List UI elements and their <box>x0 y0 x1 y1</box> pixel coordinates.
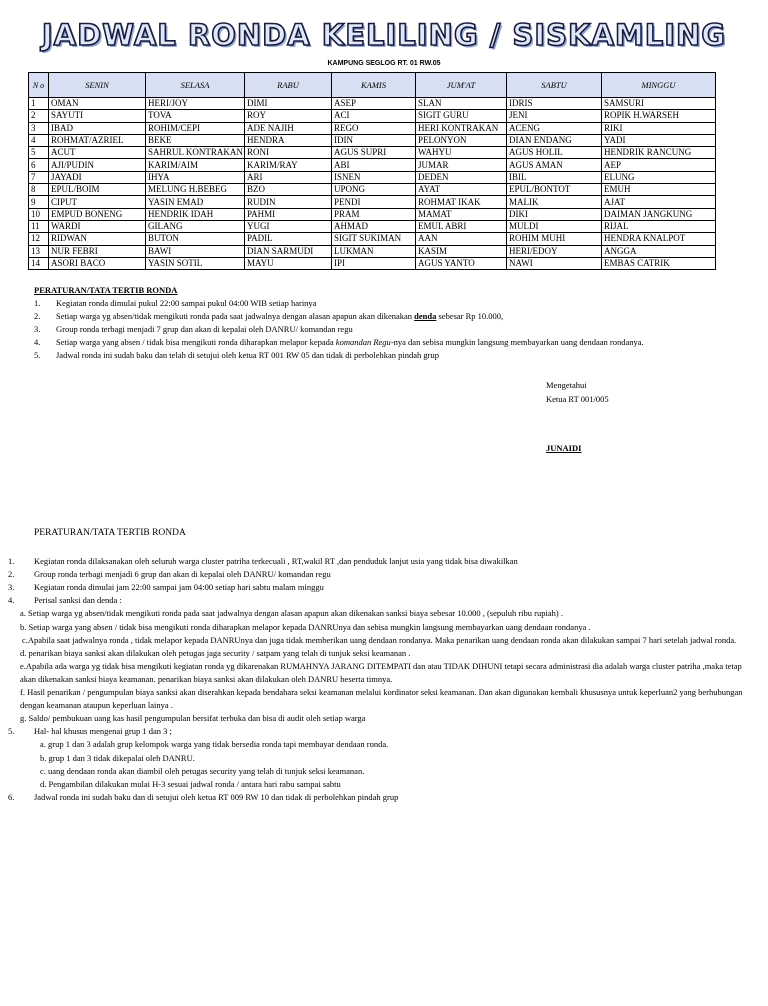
rule-item <box>0 581 750 594</box>
name-cell: HENDRA <box>245 134 332 146</box>
row-number-cell: 10 <box>29 208 49 220</box>
name-cell: BEKE <box>146 134 245 146</box>
name-cell: ARI <box>245 171 332 183</box>
table-row <box>29 122 716 134</box>
rule-number: 4. <box>34 337 41 348</box>
signature-name: JUNAIDI <box>546 443 582 453</box>
row-number-cell: 12 <box>29 233 49 245</box>
row-number-cell: 1 <box>29 98 49 110</box>
name-cell: ISNEN <box>332 171 416 183</box>
row-number-cell: 14 <box>29 257 49 269</box>
column-header: RABU <box>245 73 332 98</box>
page-subtitle: KAMPUNG SEGLOG RT. 01 RW.05 <box>327 60 441 67</box>
rule-text: c.Apabila saat jadwalnya ronda , tidak melapor kepada DANRUnya dan juga tidak memberikan uang dendaan rondanya. Maka penarikan uang dendaan ronda akan dilakukan sampai 7 hari setelah jadwal ronda. <box>22 634 737 645</box>
name-cell: EPUL/BOIM <box>49 184 146 196</box>
rule-text-part: -nya dan sebisa mungkin langsung membayarkan uang dendaan rondanya. <box>390 337 644 348</box>
rule-text: b. grup 1 dan 3 tidak dikepalai oleh DANRU. <box>40 752 195 763</box>
table-body <box>29 98 716 270</box>
name-cell: ACUT <box>49 147 146 159</box>
rule-item <box>0 594 750 607</box>
name-cell: MULDI <box>507 220 602 232</box>
rule-number: 3. <box>34 324 41 335</box>
rule-item <box>0 686 750 712</box>
name-cell: HERI/EDOY <box>507 245 602 257</box>
name-cell: HENDRA KNALPOT <box>602 233 716 245</box>
column-header: SELASA <box>146 73 245 98</box>
rule-text: e.Apabila ada warga yg tidak bisa mengikuti kegiatan ronda yg dikarenakan RUMAHNYA JARANG DITEMPATI dan atau TIDAK DIHUNI tetapi secara administrasi dia adalah warga cluster patriha ,maka tetap akan dikenakan sanksi biaya keamanan. penarikan biaya sanksi akan dilakukan oleh DANRU beserta timnya. <box>20 660 742 684</box>
rule-text: Perisal sanksi dan denda : <box>34 595 122 606</box>
signature-known: Mengetahui <box>546 380 587 390</box>
name-cell: SAYUTI <box>49 110 146 122</box>
rule-text: Jadwal ronda ini sudah baku dan telah di setujui oleh ketua RT 001 RW 05 dan tidak di perbolehkan pindah grup <box>56 350 440 361</box>
name-cell: EMUH <box>602 184 716 196</box>
name-cell: MAYU <box>245 257 332 269</box>
row-number-cell: 6 <box>29 159 49 171</box>
name-cell: UPONG <box>332 184 416 196</box>
name-cell: ANGGA <box>602 245 716 257</box>
name-cell: SAHRUL KONTRAKAN <box>146 147 245 159</box>
name-cell: PAHMI <box>245 208 332 220</box>
rules-section-2 <box>0 527 750 804</box>
name-cell: IBIL <box>507 171 602 183</box>
name-cell: EMUL ABRI <box>416 220 507 232</box>
name-cell: LUKMAN <box>332 245 416 257</box>
rule-text: Hal- hal khusus mengenai grup 1 dan 3 ; <box>34 726 172 737</box>
name-cell: YUGI <box>245 220 332 232</box>
rule-text: d. Pengambilan dilakukan mulai H-3 sesuai jadwal ronda / antara hari rabu sampai sabtu <box>40 778 341 789</box>
name-cell: DIAN ENDANG <box>507 134 602 146</box>
rule-text-part: sebesar Rp 10.000, <box>436 311 504 322</box>
table-row <box>29 208 716 220</box>
row-number-cell: 3 <box>29 122 49 134</box>
name-cell: WAHYU <box>416 147 507 159</box>
rule-text-part: Setiap warga yg absen/tidak mengikuti ronda pada saat jadwalnya dengan alasan apapun akan dikenakan <box>56 311 415 322</box>
table-row <box>29 257 716 269</box>
name-cell: DEDEN <box>416 171 507 183</box>
rule-number: 6. <box>8 791 15 802</box>
name-cell: IHYA <box>146 171 245 183</box>
page-title: JADWAL RONDA KELILING / SISKAMLING <box>41 18 727 52</box>
name-cell: PRAM <box>332 208 416 220</box>
name-cell: TOVA <box>146 110 245 122</box>
name-cell: RUDIN <box>245 196 332 208</box>
name-cell: ROY <box>245 110 332 122</box>
table-row <box>29 134 716 146</box>
rules-heading-2: PERATURAN/TATA TERTIB RONDA <box>34 528 186 538</box>
name-cell: PADIL <box>245 233 332 245</box>
rule-item <box>0 660 750 686</box>
name-cell: KASIM <box>416 245 507 257</box>
name-cell: RIJAL <box>602 220 716 232</box>
column-header: JUM'AT <box>416 73 507 98</box>
name-cell: RIKI <box>602 122 716 134</box>
rule-item <box>0 752 750 765</box>
rule-text: Kegiatan ronda dimulai pukul 22:00 sampai pukul 04:00 WIB setiap harinya <box>56 298 317 309</box>
name-cell: AGUS SUPRI <box>332 147 416 159</box>
column-header: N o <box>29 73 49 98</box>
rule-item <box>0 621 750 634</box>
name-cell: BAWI <box>146 245 245 257</box>
rule-text: a. Setiap warga yg absen/tidak mengikuti ronda pada saat jadwalnya dengan alasan apapun akan dikenakan sanksi biaya sebesar 10.000 , (sepuluh ribu rupiah) . <box>20 608 563 619</box>
name-cell: AGUS YANTO <box>416 257 507 269</box>
name-cell: MELUNG H.BEBEG <box>146 184 245 196</box>
name-cell: SIGIT GURU <box>416 110 507 122</box>
name-cell: IPI <box>332 257 416 269</box>
rule-item <box>30 297 750 310</box>
table-row <box>29 245 716 257</box>
rule-text-part: Setiap warga yang absen / tidak bisa mengikuti ronda diharapkan melapor kepada <box>56 337 336 348</box>
rule-italic: komandan Regu <box>335 337 391 348</box>
rule-text: g. Saldo/ pembukuan uang kas hasil pengumpulan bersifat terbuka dan bisa di audit oleh setiap warga <box>20 713 366 724</box>
rule-item <box>0 765 750 778</box>
rule-text: Kegiatan ronda dilaksanakan oleh seluruh warga cluster patriha terkecuali , RT,wakil RT ,dan penduduk lanjut usia yang tidak bisa diwakilkan <box>34 556 518 567</box>
rule-text: a. grup 1 dan 3 adalah grup kelompok warga yang tidak bersedia ronda tapi membayar dendaan ronda. <box>40 739 389 750</box>
name-cell: SIGIT SUKIMAN <box>332 233 416 245</box>
name-cell: RIDWAN <box>49 233 146 245</box>
rules-heading: PERATURAN/TATA TERTIB RONDA <box>34 285 178 295</box>
rule-item <box>0 712 750 725</box>
table-row <box>29 184 716 196</box>
name-cell: AJAT <box>602 196 716 208</box>
rule-number: 2. <box>8 569 15 580</box>
name-cell: GILANG <box>146 220 245 232</box>
name-cell: NAWI <box>507 257 602 269</box>
name-cell: WARDI <box>49 220 146 232</box>
table-header-row <box>29 73 716 98</box>
rule-item <box>0 568 750 581</box>
rule-number: 5. <box>34 350 41 361</box>
name-cell: AJI/PUDIN <box>49 159 146 171</box>
rules-list-2 <box>0 555 750 804</box>
rule-text: Group ronda terbagi menjadi 7 grup dan akan di kepalai oleh DANRU/ komandan regu <box>56 324 353 335</box>
rule-text: b. Setiap warga yang absen / tidak bisa mengikuti ronda diharapkan melapor kepada DANRUnya dan sebisa mungkin langsung membayarkan uang dendaan rondanya . <box>20 621 591 632</box>
rule-item <box>0 647 750 660</box>
name-cell: AHMAD <box>332 220 416 232</box>
rule-number: 3. <box>8 582 15 593</box>
name-cell: PELONYON <box>416 134 507 146</box>
row-number-cell: 7 <box>29 171 49 183</box>
name-cell: ROPIK H.WARSEH <box>602 110 716 122</box>
name-cell: ROHMAT/AZRIEL <box>49 134 146 146</box>
column-header: MINGGU <box>602 73 716 98</box>
name-cell: AYAT <box>416 184 507 196</box>
name-cell: ABI <box>332 159 416 171</box>
name-cell: OMAN <box>49 98 146 110</box>
name-cell: HERI KONTRAKAN <box>416 122 507 134</box>
name-cell: ACENG <box>507 122 602 134</box>
rules-list <box>30 297 750 362</box>
name-cell: JENI <box>507 110 602 122</box>
name-cell: EPUL/BONTOT <box>507 184 602 196</box>
rule-item <box>0 725 750 738</box>
rule-item <box>0 634 750 647</box>
column-header: SENIN <box>49 73 146 98</box>
name-cell: MALIK <box>507 196 602 208</box>
name-cell: ROHMAT IKAK <box>416 196 507 208</box>
row-number-cell: 4 <box>29 134 49 146</box>
signature-title: Ketua RT 001/005 <box>546 394 609 404</box>
rule-text: Kegiatan ronda dimulai jam 22:00 sampai jam 04:00 setiap hari sabtu malam minggu <box>34 582 324 593</box>
rules-section-1 <box>30 284 750 363</box>
table-row <box>29 233 716 245</box>
name-cell: IBAD <box>49 122 146 134</box>
name-cell: EMPUD BONENG <box>49 208 146 220</box>
name-cell: ROHIM/CEPI <box>146 122 245 134</box>
row-number-cell: 8 <box>29 184 49 196</box>
name-cell: RONI <box>245 147 332 159</box>
name-cell: AGUS HOLIL <box>507 147 602 159</box>
row-number-cell: 2 <box>29 110 49 122</box>
name-cell: DIMI <box>245 98 332 110</box>
name-cell: BUTON <box>146 233 245 245</box>
name-cell: NUR FEBRI <box>49 245 146 257</box>
rule-number: 1. <box>8 556 15 567</box>
name-cell: YASIN EMAD <box>146 196 245 208</box>
table-row <box>29 220 716 232</box>
name-cell: KARIM/RAY <box>245 159 332 171</box>
name-cell: HENDRIK RANCUNG <box>602 147 716 159</box>
rule-item <box>0 738 750 751</box>
column-header: KAMIS <box>332 73 416 98</box>
name-cell: AAN <box>416 233 507 245</box>
name-cell: MAMAT <box>416 208 507 220</box>
name-cell: SLAN <box>416 98 507 110</box>
rule-text <box>56 336 644 349</box>
name-cell: PENDI <box>332 196 416 208</box>
table-row <box>29 147 716 159</box>
name-cell: ROHIM MUHI <box>507 233 602 245</box>
rule-number: 4. <box>8 595 15 606</box>
rule-number: 2. <box>34 311 41 322</box>
name-cell: YADI <box>602 134 716 146</box>
rule-item <box>30 336 750 349</box>
table-row <box>29 159 716 171</box>
name-cell: DIKI <box>507 208 602 220</box>
row-number-cell: 5 <box>29 147 49 159</box>
rule-text: d. penarikan biaya sanksi akan dilakukan oleh petugas jaga security / satpam yang telah di tunjuk seksi keamanan . <box>20 647 411 658</box>
rule-text: Jadwal ronda ini sudah baku dan di setujui oleh ketua RT 009 RW 10 dan tidak di perbolehkan pindah grup <box>34 791 399 802</box>
rule-text <box>56 310 503 323</box>
row-number-cell: 13 <box>29 245 49 257</box>
name-cell: SAMSURI <box>602 98 716 110</box>
rule-text: Group ronda terbagi menjadi 6 grup dan akan di kepalai oleh DANRU/ komandan regu <box>34 569 331 580</box>
name-cell: ELUNG <box>602 171 716 183</box>
name-cell: ACI <box>332 110 416 122</box>
table-row <box>29 171 716 183</box>
name-cell: REGO <box>332 122 416 134</box>
name-cell: HERI/JOY <box>146 98 245 110</box>
name-cell: KARIM/AIM <box>146 159 245 171</box>
name-cell: ASORI BACO <box>49 257 146 269</box>
table-row <box>29 110 716 122</box>
table-row <box>29 98 716 110</box>
name-cell: CIPUT <box>49 196 146 208</box>
rule-text: f. Hasil penarikan / pengumpulan biaya sanksi akan diserahkan kepada bendahara seksi keamanan melalui kordinator seksi keamanan. Dan akan digunakan kembali khususnya untuk keperluan2 yang berhubungan dengan keamanan ataupun keperluan lainya . <box>20 687 743 711</box>
name-cell: BZO <box>245 184 332 196</box>
name-cell: EMBAS CATRIK <box>602 257 716 269</box>
schedule-table <box>28 72 716 270</box>
column-header: SABTU <box>507 73 602 98</box>
rule-number: 1. <box>34 298 41 309</box>
rule-item <box>0 791 750 804</box>
row-number-cell: 9 <box>29 196 49 208</box>
rule-number: 5. <box>8 726 15 737</box>
rule-item <box>0 607 750 620</box>
name-cell: IDRIS <box>507 98 602 110</box>
name-cell: DIAN SARMUDI <box>245 245 332 257</box>
name-cell: YASIN SOTIL <box>146 257 245 269</box>
rule-item <box>0 555 750 568</box>
row-number-cell: 11 <box>29 220 49 232</box>
name-cell: DAIMAN JANGKUNG <box>602 208 716 220</box>
rule-item <box>0 778 750 791</box>
rule-item <box>30 310 750 323</box>
rule-emphasis: denda <box>414 311 437 322</box>
name-cell: AEP <box>602 159 716 171</box>
rule-item <box>30 323 750 336</box>
rule-text: c. uang dendaan ronda akan diambil oleh petugas security yang telah di tunjuk seksi keamanan. <box>40 765 365 776</box>
rule-item <box>30 349 750 362</box>
table-row <box>29 196 716 208</box>
name-cell: HENDRIK IDAH <box>146 208 245 220</box>
name-cell: JAYADI <box>49 171 146 183</box>
name-cell: AGUS AMAN <box>507 159 602 171</box>
name-cell: ASEP <box>332 98 416 110</box>
name-cell: JUMAR <box>416 159 507 171</box>
name-cell: IDIN <box>332 134 416 146</box>
name-cell: ADE NAJIH <box>245 122 332 134</box>
